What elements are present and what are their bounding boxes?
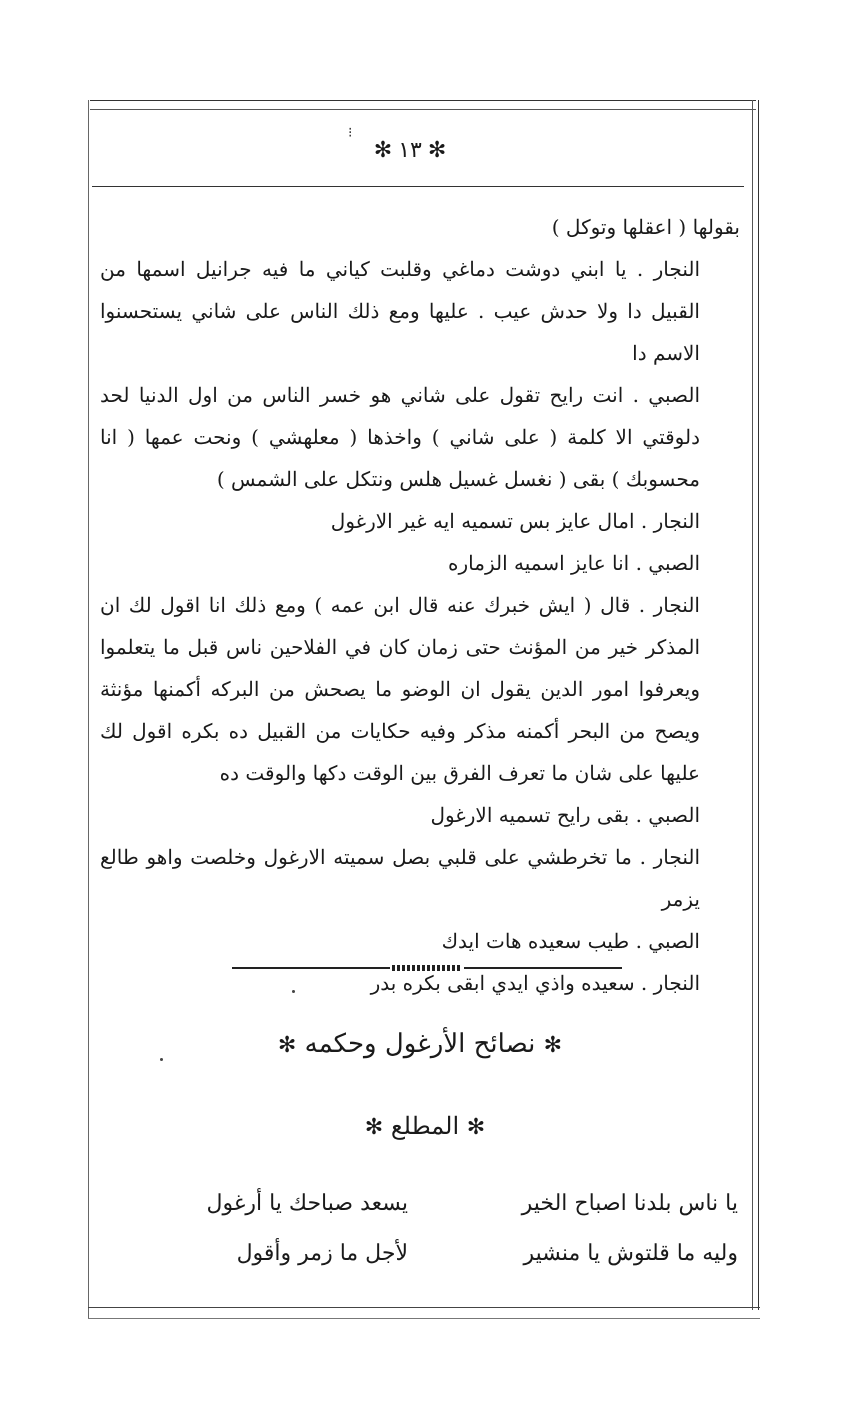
divider-ornament: [392, 965, 462, 971]
text-line: النجار . امال عايز بس تسميه ايه غير الارغول: [330, 509, 700, 533]
section-title: نصائح الأرغول وحكمه: [304, 1029, 536, 1059]
dialogue-text: [100, 206, 740, 1004]
text-line: النجار . يا ابني دوشت دماغي وقلبت كياني ما فيه جرانيل اسمها من القبيل دا ولا حدش عيب . عليها ومع ذلك الناس على شاني يستحسنوا الاسم دا: [100, 257, 700, 365]
star-ornament-icon: ✻: [364, 1115, 384, 1140]
divider-bar: [464, 967, 622, 969]
text-line: النجار . ما تخرطشي على قلبي بصل سميته الارغول وخلصت واهو طالع يزمر: [100, 845, 700, 911]
verse-second-hemistich: يسعد صباحك يا أرغول: [206, 1191, 408, 1216]
verse-first-hemistich: يا ناس بلدنا اصباح الخير: [521, 1191, 738, 1216]
divider-bar: [232, 967, 390, 969]
page-frame-top: [90, 100, 756, 110]
star-ornament-icon: ✻: [466, 1115, 486, 1140]
star-ornament-icon: ✻: [543, 1033, 563, 1058]
printer-mark: ⁝: [348, 125, 353, 141]
ink-speck: [160, 1058, 163, 1061]
header-rule: [92, 186, 744, 187]
text-line: بقولها ( اعقلها وتوكل ): [551, 215, 740, 239]
page-number: ١٣: [398, 137, 422, 163]
page-frame-right: [752, 100, 759, 1310]
text-line: الصبي . بقى رايح تسميه الارغول: [430, 803, 700, 827]
text-line: الصبي . طيب سعيده هات ايدك: [441, 929, 700, 953]
verse-first-hemistich: وليه ما قلتوش يا منشير: [523, 1241, 738, 1266]
subsection-title: المطلع: [390, 1112, 460, 1140]
text-line: النجار . قال ( ايش خبرك عنه قال ابن عمه ) ومع ذلك انا اقول لك ان المذكر خير من المؤنث حتى زمان كان في الفلاحين ناس قبل ما يتعلموا ويعرفوا امور الدين يقول ان الوضو ما يصحش من البركه أكمنها مؤنثة ويصح من البحر أكمنه مذكر وفيه حكايات من القبيل ده بكره اقول لك عليها على شان ما تعرف الفرق بين الوقت دكها والوقت ده: [100, 593, 700, 785]
poem-verse: [118, 1232, 738, 1276]
section-heading: [200, 1022, 640, 1066]
verse-second-hemistich: لأجل ما زمر وأقول: [236, 1241, 408, 1266]
text-line: الصبي . انا عايز اسميه الزماره: [448, 551, 700, 575]
text-line: النجار . سعيده واذي ايدي ابقى بكره بدر: [370, 971, 700, 995]
star-ornament-icon: ✻: [427, 137, 447, 163]
ink-speck: [292, 990, 295, 993]
page-frame-left: [88, 100, 89, 1318]
page-frame-bottom: [88, 1307, 760, 1319]
poem-verse: [118, 1182, 738, 1226]
subsection-heading: [320, 1106, 530, 1146]
ornamental-divider: [232, 964, 622, 972]
text-line: الصبي . انت رايح تقول على شاني هو خسر الناس من اول الدنيا لحد دلوقتي الا كلمة ( على شاني ) واخذها ( معلهشي ) ونحت عمها ( انا محسوبك ) بقى ( نغسل غسيل هلس ونتكل على الشمس ): [100, 383, 701, 491]
star-ornament-icon: ✻: [277, 1033, 297, 1058]
star-ornament-icon: ✻: [373, 137, 393, 163]
page-number-header: [340, 125, 480, 168]
